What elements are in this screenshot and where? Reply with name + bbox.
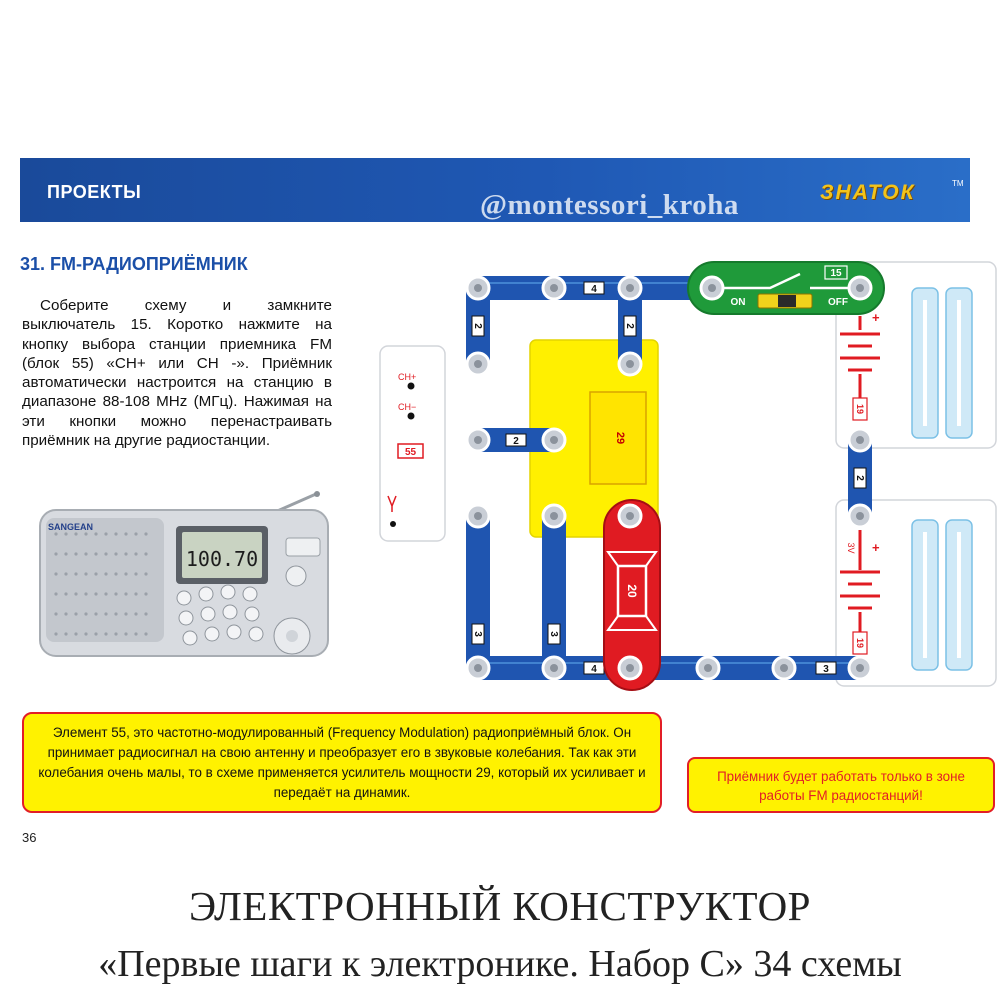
battery-number: 19 bbox=[855, 637, 865, 649]
speaker-number: 20 bbox=[625, 584, 639, 598]
snap-terminals bbox=[467, 277, 871, 679]
watermark: @montessori_kroha bbox=[480, 189, 739, 221]
project-title: 31. FM-РАДИОПРИЁМНИК bbox=[20, 254, 248, 274]
wire-label: 2 bbox=[624, 323, 635, 329]
radio-brand: SANGEAN bbox=[48, 522, 94, 532]
wire-label: 3 bbox=[548, 631, 559, 637]
wire-label: 2 bbox=[513, 436, 519, 447]
trademark: TM bbox=[952, 179, 964, 188]
radio-frequency: 100.70 bbox=[185, 547, 259, 571]
ch-minus-label: CH− bbox=[398, 402, 417, 412]
brand-name: ЗНАТОК bbox=[820, 181, 916, 204]
wire-label: 4 bbox=[591, 284, 597, 295]
svg-text:+: + bbox=[872, 310, 880, 325]
wire-label: 4 bbox=[591, 664, 597, 675]
ch-plus-button[interactable] bbox=[408, 383, 415, 390]
wire-label: 2 bbox=[854, 475, 865, 481]
switch-off-label: OFF bbox=[828, 297, 848, 308]
wire-label: 2 bbox=[472, 323, 483, 329]
switch-slider bbox=[778, 295, 796, 307]
page-number: 36 bbox=[22, 830, 37, 845]
info-box: Элемент 55, это частотно-модулированный (Frequency Modulation) радиоприёмный блок. Он принимает радиосигнал на свою антенну и преобразует его в звуковые колебания. Так как эти колебания очень малы, то в схеме применяется усилитель мощности 29, который их усиливает и передаёт на динамик. bbox=[22, 712, 662, 813]
caption-title: ЭЛЕКТРОННЫЙ КОНСТРУКТОР bbox=[189, 883, 811, 929]
wire-label: 3 bbox=[472, 631, 483, 637]
switch-number: 15 bbox=[830, 268, 842, 279]
project-instructions: Соберите схему и замкните выключатель 15. Коротко нажмите на кнопку выбора станции приемника FM (блок 55) «CH+ или CH -». Приёмник автоматически настроится на станцию в диапазоне 88-108 MHz (МГц). Нажимая на эти кнопки можно перенастраивать приёмник на другие радиостанции. bbox=[22, 297, 332, 450]
svg-text:+: + bbox=[872, 540, 880, 555]
ch-plus-label: CH+ bbox=[398, 372, 417, 382]
switch-on-label: ON bbox=[730, 297, 746, 308]
battery-voltage: 3V bbox=[846, 542, 856, 554]
battery-number: 19 bbox=[855, 403, 865, 415]
note-box: Приёмник будет работать только в зоне работы FM радиостанций! bbox=[687, 757, 995, 813]
amplifier-number: 29 bbox=[614, 431, 626, 445]
wire-label: 3 bbox=[823, 664, 829, 675]
section-title: ПРОЕКТЫ bbox=[47, 182, 142, 202]
fm-module-number: 55 bbox=[404, 447, 417, 458]
caption-subtitle: «Первые шаги к электронике. Набор С» 34 схемы bbox=[98, 943, 902, 985]
ch-minus-button[interactable] bbox=[408, 413, 415, 420]
